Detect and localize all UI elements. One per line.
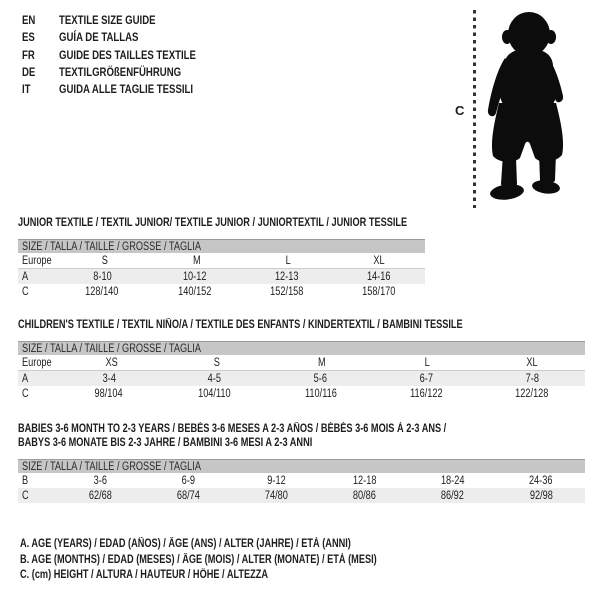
value-cell: 80/86 xyxy=(353,489,377,502)
language-title: TEXTILGRÖßENFÜHRUNG xyxy=(59,64,182,79)
junior-textile-section xyxy=(18,216,425,299)
value-cell: XL xyxy=(526,356,539,369)
value-cell: 6-7 xyxy=(419,372,433,385)
value-cell: M xyxy=(192,254,201,267)
value-cell: 9-12 xyxy=(267,474,286,487)
value-cell: 116/122 xyxy=(409,387,443,400)
value-cell: 4-5 xyxy=(208,372,222,385)
value-cell: 24-36 xyxy=(529,474,553,487)
row-label-cell: Europe xyxy=(22,254,52,267)
value-cell: 92/98 xyxy=(529,489,553,502)
language-row xyxy=(22,29,230,46)
table-row xyxy=(18,488,585,503)
language-title-list xyxy=(22,12,230,98)
babies-textile-section xyxy=(18,422,585,503)
value-cell: XL xyxy=(373,254,385,267)
value-cell: M xyxy=(318,356,326,369)
table-row xyxy=(18,355,585,371)
language-row xyxy=(22,64,230,81)
children-textile-section xyxy=(18,318,585,401)
table-row xyxy=(18,253,425,269)
table-title: BABYS 3-6 MONATE BIS 2-3 JAHRE / BAMBINI 3-6 MESI A 2-3 ANNI xyxy=(18,437,313,449)
language-title: GUÍA DE TALLAS xyxy=(59,30,139,45)
table-row xyxy=(18,269,425,284)
table-title: BABIES 3-6 MONTH TO 2-3 YEARS / BEBÉS 3-6 MESES A 2-3 AÑOS / BÉBÉS 3-6 MOIS À 2-3 ANS / xyxy=(18,423,447,435)
value-cell: S xyxy=(213,356,220,369)
language-row xyxy=(22,12,230,29)
table-titles xyxy=(18,318,585,332)
value-cell: 7-8 xyxy=(525,372,539,385)
table-title: CHILDREN'S TEXTILE / TEXTIL NIÑO/A / TEXTILE DES ENFANTS / KINDERTEXTIL / BAMBINI TESSILE xyxy=(18,319,463,331)
size-table xyxy=(18,459,585,503)
value-cell: 3-4 xyxy=(102,372,116,385)
legend-line-a: A. AGE (YEARS) / EDAD (AÑOS) / ÂGE (ANS) / ALTER (JAHRE) / ETÀ (ANNI) xyxy=(20,538,351,550)
language-code: ES xyxy=(22,30,35,45)
row-label-cell: B xyxy=(22,474,29,487)
height-measure-dotted-line xyxy=(473,10,476,208)
value-cell: 122/128 xyxy=(515,387,549,400)
language-title: GUIDE DES TAILLES TEXTILE xyxy=(59,47,196,62)
language-code: DE xyxy=(22,64,36,79)
language-code: IT xyxy=(22,82,31,97)
row-label-cell: A xyxy=(22,270,29,283)
legend-line-b: B. AGE (MONTHS) / EDAD (MESES) / ÂGE (MOIS) / ALTER (MONATE) / ETÀ (MESI) xyxy=(20,553,377,566)
size-table xyxy=(18,239,425,299)
table-rows xyxy=(18,473,585,503)
size-table xyxy=(18,341,585,401)
table-row xyxy=(18,473,585,488)
row-label-cell: Europe xyxy=(22,356,52,369)
value-cell: XS xyxy=(105,356,118,369)
value-cell: 74/80 xyxy=(264,489,288,502)
language-code: EN xyxy=(22,13,36,27)
value-cell: 98/104 xyxy=(94,387,123,400)
row-label-cell: A xyxy=(22,372,29,385)
language-code: FR xyxy=(22,47,35,62)
language-title: TEXTILE SIZE GUIDE xyxy=(59,13,156,27)
legend-line-c: C. (cm) HEIGHT / ALTURA / HAUTEUR / HÖHE / ALTEZZA xyxy=(20,569,269,581)
value-cell: 8-10 xyxy=(92,270,112,283)
table-titles xyxy=(18,422,585,450)
value-cell: 86/92 xyxy=(441,489,465,502)
value-cell: 62/68 xyxy=(88,489,112,502)
table-titles xyxy=(18,216,425,230)
value-cell: L xyxy=(424,356,430,369)
table-row xyxy=(18,386,585,401)
value-cell: 14-16 xyxy=(367,270,391,283)
size-header-bar: SIZE / TALLA / TAILLE / GRÖSSE / TAGLIA xyxy=(18,459,585,473)
language-title: GUIDA ALLE TAGLIE TESSILI xyxy=(59,82,194,97)
table-title: JUNIOR TEXTILE / TEXTIL JUNIOR/ TEXTILE JUNIOR / JUNIORTEXTIL / JUNIOR TESSILE xyxy=(18,217,408,229)
value-cell: 68/74 xyxy=(176,489,200,502)
value-cell: 152/158 xyxy=(269,285,304,298)
value-cell: 158/170 xyxy=(362,285,396,298)
value-cell: 10-12 xyxy=(182,270,207,283)
value-cell: 6-9 xyxy=(181,474,195,487)
value-cell: 140/152 xyxy=(177,285,211,298)
value-cell: 12-18 xyxy=(352,474,377,487)
language-row xyxy=(22,81,230,98)
value-cell: 104/110 xyxy=(198,387,231,400)
value-cell: 110/116 xyxy=(304,387,337,400)
value-cell: L xyxy=(285,254,291,267)
value-cell: 5-6 xyxy=(313,372,328,385)
table-rows xyxy=(18,355,585,401)
row-label-cell: C xyxy=(22,387,29,400)
row-label-cell: C xyxy=(22,285,29,298)
value-cell: S xyxy=(101,254,108,267)
value-cell: 18-24 xyxy=(441,474,465,487)
value-cell: 12-13 xyxy=(274,270,299,283)
size-header-bar: SIZE / TALLA / TAILLE / GRÖSSE / TAGLIA xyxy=(18,341,585,355)
measurement-legend xyxy=(20,537,466,584)
height-measure-label: C xyxy=(455,103,465,118)
size-header-bar: SIZE / TALLA / TAILLE / GRÖSSE / TAGLIA xyxy=(18,239,425,253)
table-row xyxy=(18,284,425,299)
language-row xyxy=(22,47,230,64)
table-rows xyxy=(18,253,425,299)
row-label-cell: C xyxy=(22,489,29,502)
table-row xyxy=(18,371,585,386)
baby-silhouette-icon xyxy=(483,8,573,208)
value-cell: 3-6 xyxy=(93,474,107,487)
value-cell: 128/140 xyxy=(85,285,119,298)
